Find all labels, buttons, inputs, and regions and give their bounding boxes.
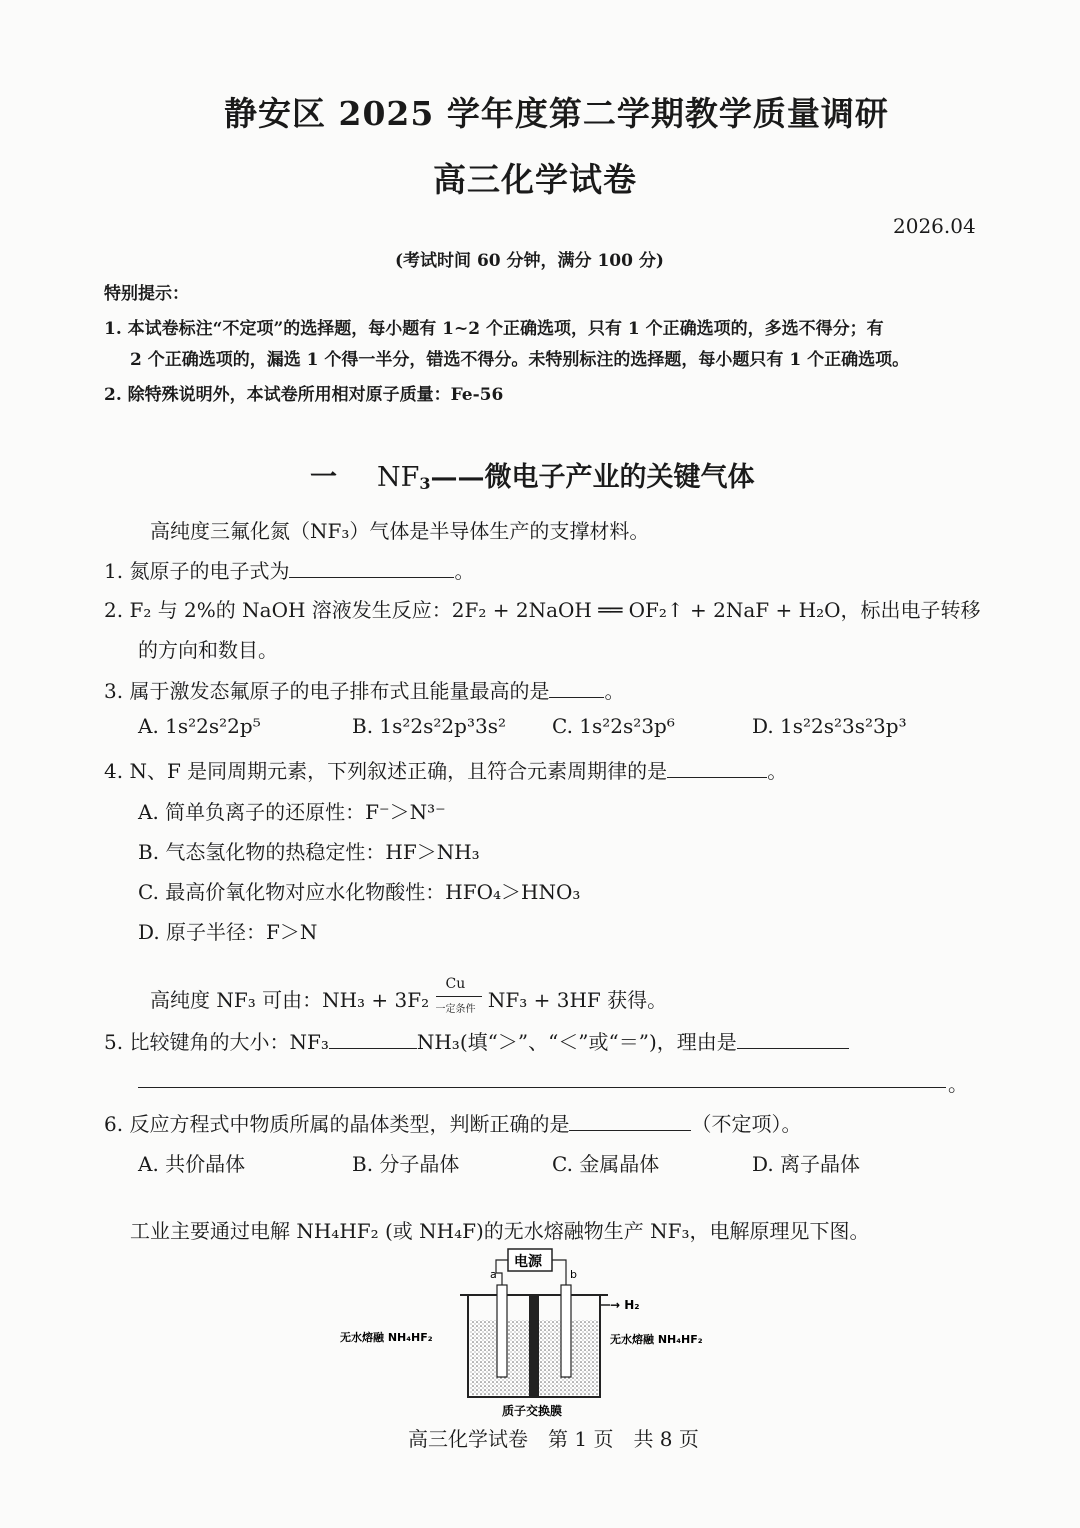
question-3 — [104, 675, 624, 704]
section-title — [310, 455, 755, 494]
h2-label: → H₂ — [610, 1298, 640, 1312]
section-title-text: ——微电子产业的关键气体 — [430, 462, 755, 493]
reaction-arrow — [435, 975, 482, 1015]
question-5 — [104, 1026, 849, 1055]
q1-answer-blank[interactable] — [289, 557, 454, 578]
q2-number: 2. — [104, 598, 124, 622]
q5-compare-blank[interactable] — [329, 1028, 417, 1049]
q4-number: 4. — [104, 759, 124, 783]
electrode-a-label: a — [490, 1268, 497, 1281]
section-formula: NF — [377, 462, 420, 493]
q6-option-c[interactable]: C. 金属晶体 — [552, 1152, 660, 1176]
industry-intro: 工业主要通过电解 NH₄HF₂ (或 NH₄F)的无水熔融物生产 NF₃，电解原理见下图。 — [130, 1219, 870, 1243]
electrolysis-diagram — [340, 1245, 760, 1425]
q5-reason-line[interactable] — [138, 1087, 946, 1088]
q4-end: 。 — [767, 759, 788, 783]
reaction-line — [150, 975, 668, 1015]
notice-item-1-cont: 2 个正确选项的，漏选 1 个得一半分，错选不得分。未特别标注的选择题，每小题只有 1 个正确选项。 — [130, 350, 910, 370]
reaction-condition: 一定条件 — [435, 1003, 476, 1015]
left-electrolyte-label: 无水熔融 NH₄HF₂ — [340, 1331, 433, 1344]
question-2-cont: 的方向和数目。 — [138, 638, 278, 662]
q1-end: 。 — [454, 559, 475, 583]
wire-right — [552, 1260, 566, 1285]
q6-option-a[interactable]: A. 共价晶体 — [138, 1152, 246, 1176]
notice-item-2: 2. 除特殊说明外，本试卷所用相对原子质量：Fe-56 — [104, 385, 504, 405]
notice-item-1: 1. 本试卷标注“不定项”的选择题，每小题有 1~2 个正确选项，只有 1 个正确选项的，多选不得分；有 — [104, 319, 884, 339]
q5-text-a: 比较键角的大小：NF₃ — [129, 1030, 329, 1054]
page-title: 静安区 2025 学年度第二学期教学质量调研 — [224, 94, 889, 133]
q3-option-c[interactable]: C. 1s²2s²3p⁶ — [552, 714, 675, 738]
section-intro: 高纯度三氟化氮（NF₃）气体是半导体生产的支撑材料。 — [150, 519, 650, 543]
q3-end: 。 — [604, 679, 625, 703]
q6-number: 6. — [104, 1112, 124, 1136]
question-1 — [104, 555, 474, 584]
section-formula-sub: 3 — [419, 474, 431, 493]
electrode-a — [497, 1285, 507, 1377]
q4-option-b[interactable]: B. 气态氢化物的热稳定性：HF＞NH₃ — [138, 840, 480, 864]
reaction-line-mark — [436, 996, 482, 997]
page-footer: 高三化学试卷 第 1 页 共 8 页 — [408, 1427, 699, 1451]
exam-date: 2026.04 — [893, 214, 976, 238]
power-source-label: 电源 — [514, 1254, 542, 1270]
q6-option-b[interactable]: B. 分子晶体 — [352, 1152, 460, 1176]
q6-tag: （不定项）。 — [691, 1112, 802, 1136]
q3-number: 3. — [104, 679, 124, 703]
electrode-b — [561, 1285, 571, 1377]
q3-text: 属于激发态氟原子的电子排布式且能量最高的是 — [129, 679, 550, 703]
right-electrolyte-label: 无水熔融 NH₄HF₂ — [610, 1333, 703, 1346]
q5-text-b: NH₃(填“＞”、“＜”或“＝”)，理由是 — [416, 1030, 737, 1054]
question-6 — [104, 1108, 801, 1137]
proton-exchange-membrane — [529, 1295, 539, 1397]
electrode-b-label: b — [570, 1268, 577, 1281]
q4-option-c[interactable]: C. 最高价氧化物对应水化物酸性：HFO₄＞HNO₃ — [138, 880, 581, 904]
q4-option-d[interactable]: D. 原子半径：F＞N — [138, 920, 318, 944]
notice-heading: 特别提示： — [104, 284, 189, 304]
q5-reason-blank[interactable] — [737, 1028, 849, 1049]
question-2 — [104, 594, 981, 623]
q1-number: 1. — [104, 559, 124, 583]
reaction-suffix: NF₃ + 3HF 获得。 — [487, 988, 668, 1012]
q1-text: 氮原子的电子式为 — [129, 559, 290, 583]
section-number: 一 — [310, 462, 337, 493]
reaction-catalyst: Cu — [445, 975, 466, 992]
q5-number: 5. — [104, 1030, 124, 1054]
membrane-label: 质子交换膜 — [502, 1404, 563, 1418]
question-4 — [104, 755, 787, 784]
q4-text: N、F 是同周期元素，下列叙述正确，且符合元素周期律的是 — [129, 759, 668, 783]
q3-option-a[interactable]: A. 1s²2s²2p⁵ — [138, 714, 261, 738]
wire-left — [496, 1260, 508, 1285]
q4-answer-blank[interactable] — [667, 757, 767, 778]
q5-end: 。 — [948, 1072, 968, 1096]
reaction-prefix: 高纯度 NF₃ 可由：NH₃ + 3F₂ — [150, 988, 430, 1012]
q3-answer-blank[interactable] — [549, 677, 604, 698]
q4-option-a[interactable]: A. 简单负离子的还原性：F⁻＞N³⁻ — [138, 800, 446, 824]
q3-option-b[interactable]: B. 1s²2s²2p³3s² — [352, 714, 506, 738]
page-subtitle: 高三化学试卷 — [433, 160, 637, 199]
q3-option-d[interactable]: D. 1s²2s²3s²3p³ — [752, 714, 907, 738]
q2-text: F₂ 与 2%的 NaOH 溶液发生反应：2F₂ + 2NaOH ══ OF₂↑ + 2NaF + H₂O，标出电子转移 — [129, 598, 981, 622]
q6-option-d[interactable]: D. 离子晶体 — [752, 1152, 861, 1176]
q6-answer-blank[interactable] — [569, 1110, 691, 1131]
q6-text: 反应方程式中物质所属的晶体类型，判断正确的是 — [129, 1112, 570, 1136]
exam-info: (考试时间 60 分钟，满分 100 分) — [395, 251, 664, 271]
